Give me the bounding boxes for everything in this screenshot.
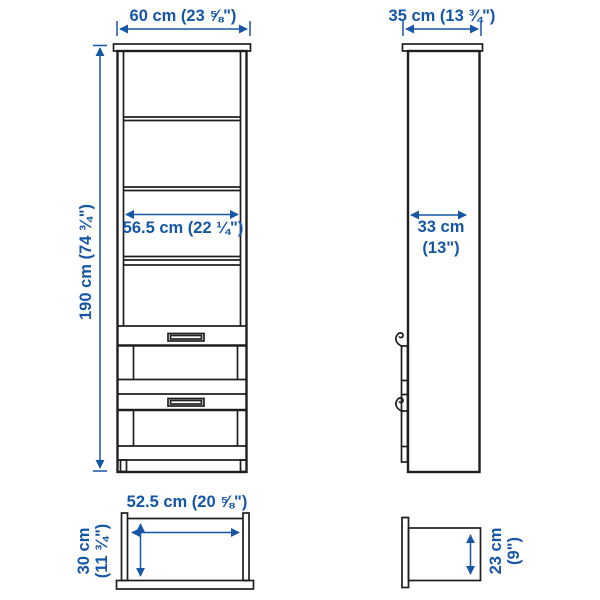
inner-depth-label-line1: 33 cm	[417, 218, 465, 236]
drawer-width-label: 52.5 cm (20 ⅝")	[126, 493, 248, 511]
side-depth-label: 35 cm (13 ¾")	[388, 7, 496, 25]
drawer-side-depth-label-line1: 23 cm	[487, 527, 505, 575]
shelf-width-label: 56.5 cm (22 ¼")	[122, 219, 244, 237]
front-height-label: 190 cm (74 ¾")	[77, 203, 95, 321]
drawer-side-depth-label-line2: (9")	[505, 537, 523, 565]
drawer-height-label-line1: 30 cm	[75, 527, 93, 575]
inner-depth-label-line2: (13")	[422, 239, 460, 257]
front-width-label: 60 cm (23 ⅝")	[129, 7, 237, 25]
drawer-height-label-line2: (11 ¾")	[93, 523, 111, 579]
